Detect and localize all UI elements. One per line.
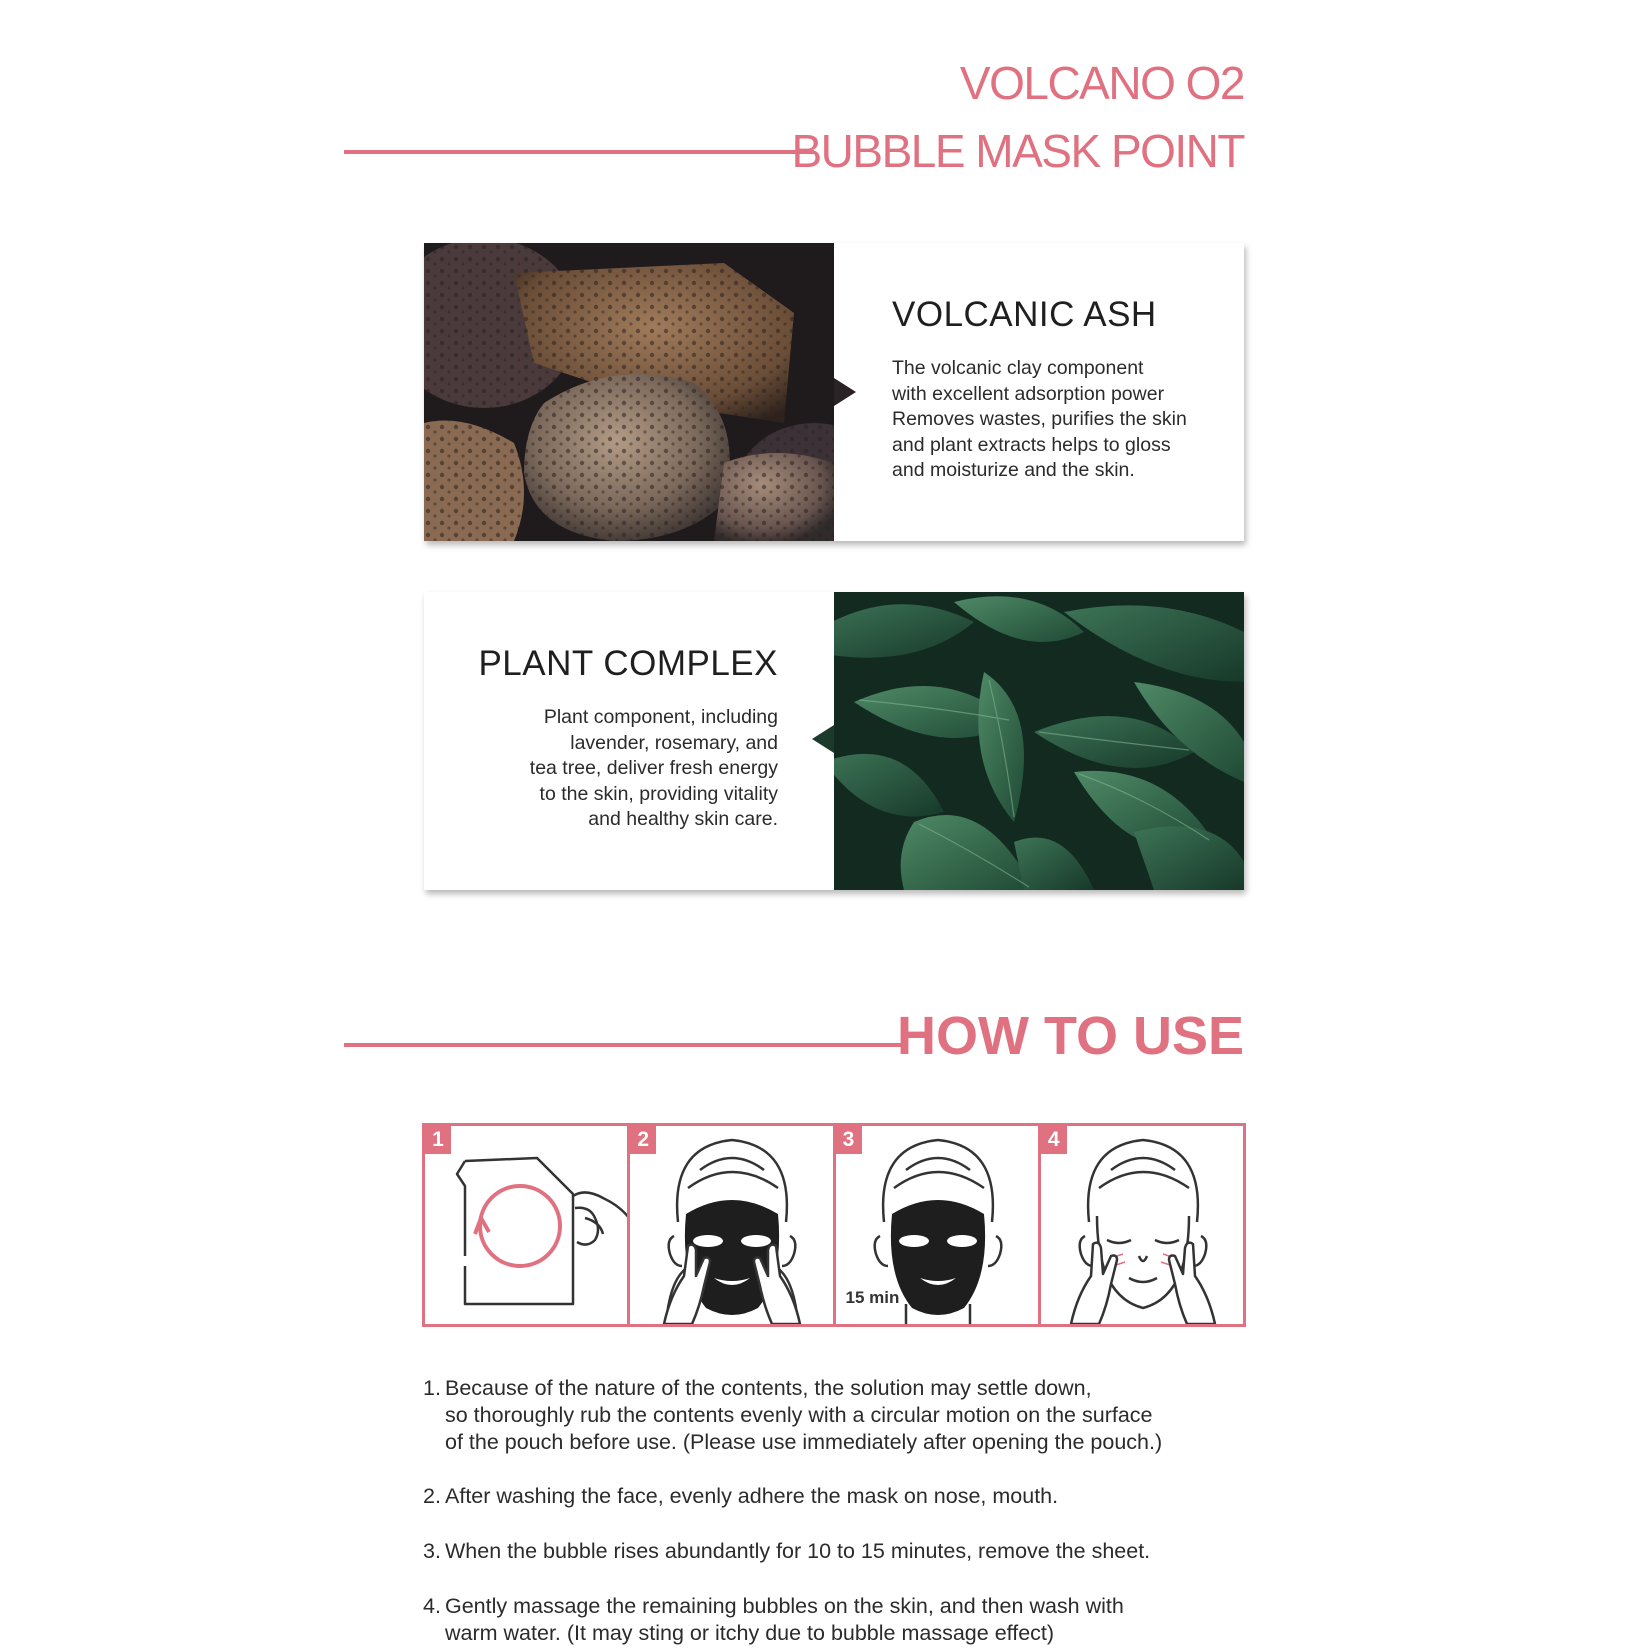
- feature-card-volcanic-ash: [424, 243, 1244, 541]
- title-divider: [344, 150, 814, 154]
- step-number: 4: [1041, 1126, 1067, 1154]
- instructions-list: [423, 1375, 1243, 1647]
- feature-title-volcanic-ash: VOLCANIC ASH: [892, 295, 1157, 334]
- step-2-panel: [630, 1126, 835, 1324]
- pointer-arrow-icon: [834, 378, 856, 406]
- pouch-rub-illustration: [425, 1126, 629, 1324]
- step-number: 1: [425, 1126, 451, 1154]
- volcanic-rock-image: [424, 243, 834, 541]
- how-to-use-steps: [422, 1123, 1246, 1327]
- instruction-item-1: 1. Because of the nature of the contents, the solution may settle down, so thoroughly rub the contents evenly with a circular motion on the surface of the pouch before use. (Please use immediately after opening the pouch.): [423, 1376, 1163, 1454]
- feature-title-plant-complex: PLANT COMPLEX: [478, 644, 778, 683]
- apply-mask-illustration: [630, 1126, 834, 1324]
- feature-description-volcanic-ash: The volcanic clay component with excellent adsorption power Removes wastes, purifies the skin and plant extracts helps to gloss and moisturize and the skin.: [892, 357, 1187, 481]
- how-to-use-divider: [344, 1043, 902, 1047]
- feature-description-plant-complex: Plant component, including lavender, rosemary, and tea tree, deliver fresh energy to the skin, providing vitality and healthy skin care.: [529, 706, 778, 830]
- how-to-use-title: HOW TO USE: [896, 1006, 1244, 1066]
- step-number: 3: [836, 1126, 862, 1154]
- step-4-panel: [1041, 1126, 1243, 1324]
- green-leaves-image: [834, 592, 1244, 890]
- massage-face-illustration: [1041, 1126, 1243, 1324]
- timer-label: 15 min: [845, 1288, 900, 1307]
- pointer-arrow-icon: [812, 725, 834, 753]
- title-line-2: BUBBLE MASK POINT: [791, 125, 1244, 177]
- title-line-1: VOLCANO O2: [959, 57, 1244, 109]
- step-number: 2: [630, 1126, 656, 1154]
- feature-card-plant-complex: [424, 592, 1244, 890]
- step-1-panel: [425, 1126, 630, 1324]
- instruction-item-4: 4. Gently massage the remaining bubbles on the skin, and then wash with warm water. (It may sting or itchy due to bubble massage effect): [423, 1594, 1124, 1645]
- instruction-item-2: 2. After washing the face, evenly adhere the mask on nose, mouth.: [423, 1484, 1059, 1508]
- step-3-panel: [836, 1126, 1041, 1324]
- instruction-item-3: 3. When the bubble rises abundantly for 10 to 15 minutes, remove the sheet.: [423, 1539, 1151, 1563]
